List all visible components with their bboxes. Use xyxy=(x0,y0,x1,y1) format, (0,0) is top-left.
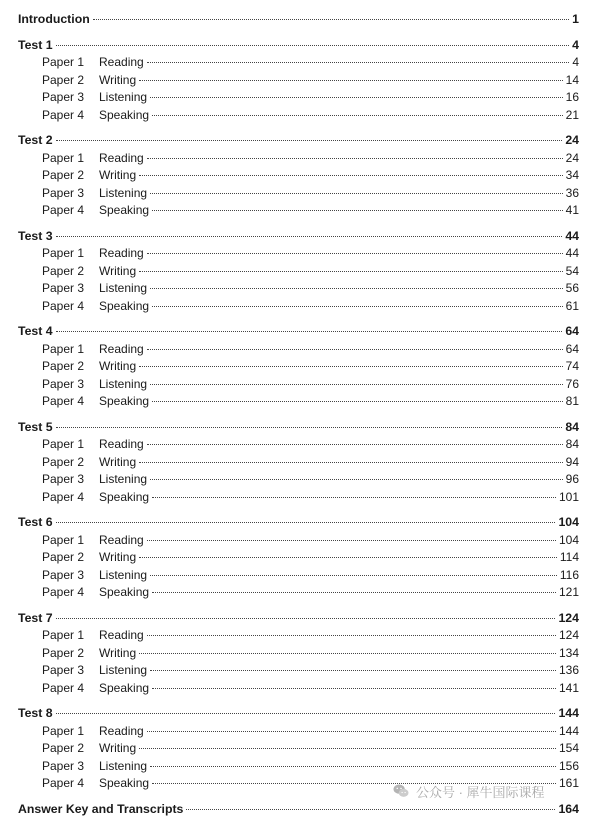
toc-page-number: 84 xyxy=(565,419,579,437)
toc-page-number: 4 xyxy=(572,54,579,72)
toc-entry-answer-key[interactable] xyxy=(18,801,579,818)
skill-label: Listening xyxy=(99,185,147,203)
paper-label: Paper 2 xyxy=(42,454,99,472)
dot-leader xyxy=(56,522,556,523)
toc-page-number: 96 xyxy=(566,471,579,489)
toc-entry-test-3-paper-4[interactable] xyxy=(18,298,579,316)
skill-label: Writing xyxy=(99,549,136,567)
toc-entry-test-8-paper-2[interactable] xyxy=(18,740,579,758)
dot-leader xyxy=(152,306,563,307)
toc-page-number: 104 xyxy=(559,532,579,550)
toc-page-number: 124 xyxy=(558,610,579,628)
toc-entry-test-3-paper-3[interactable] xyxy=(18,280,579,298)
paper-label: Paper 2 xyxy=(42,549,99,567)
skill-label: Listening xyxy=(99,567,147,585)
toc-entry-test-7[interactable] xyxy=(18,610,579,628)
paper-label: Paper 1 xyxy=(42,436,99,454)
dot-leader xyxy=(139,748,556,749)
toc-entry-test-7-paper-3[interactable] xyxy=(18,662,579,680)
toc-entry-test-1-paper-3[interactable] xyxy=(18,89,579,107)
dot-leader xyxy=(147,444,563,445)
dot-leader xyxy=(150,575,557,576)
skill-label: Speaking xyxy=(99,680,149,698)
skill-label: Writing xyxy=(99,167,136,185)
toc-page-number: 64 xyxy=(566,341,579,359)
dot-leader xyxy=(139,366,563,367)
toc-page-number: 154 xyxy=(559,740,579,758)
paper-label: Paper 4 xyxy=(42,298,99,316)
skill-label: Writing xyxy=(99,358,136,376)
dot-leader xyxy=(152,497,556,498)
toc-entry-test-5[interactable] xyxy=(18,419,579,437)
toc-page-number: 104 xyxy=(558,514,579,532)
toc-entry-test-4-paper-3[interactable] xyxy=(18,376,579,394)
toc-entry-test-4-paper-4[interactable] xyxy=(18,393,579,411)
dot-leader xyxy=(93,19,569,20)
toc-page-number: 61 xyxy=(566,298,579,316)
toc-section-test-6 xyxy=(18,514,579,602)
toc-page-number: 54 xyxy=(566,263,579,281)
dot-leader xyxy=(152,115,563,116)
toc-page-number: 114 xyxy=(560,549,579,567)
toc-entry-test-4-paper-1[interactable] xyxy=(18,341,579,359)
toc-entry-test-3-paper-1[interactable] xyxy=(18,245,579,263)
toc-section-test-7 xyxy=(18,610,579,698)
toc-page-number: 56 xyxy=(566,280,579,298)
dot-leader xyxy=(147,349,563,350)
toc-entry-title: Answer Key and Transcripts xyxy=(18,801,183,818)
dot-leader xyxy=(139,462,563,463)
toc-entry-test-5-paper-2[interactable] xyxy=(18,454,579,472)
toc-page-number: 134 xyxy=(559,645,579,663)
dot-leader xyxy=(150,479,563,480)
toc-entry-test-6-paper-2[interactable] xyxy=(18,549,579,567)
toc-entry-test-7-paper-1[interactable] xyxy=(18,627,579,645)
toc-entry-test-2[interactable] xyxy=(18,132,579,150)
dot-leader xyxy=(139,80,563,81)
toc-page-number: 4 xyxy=(572,37,579,55)
toc-tests xyxy=(18,37,579,793)
paper-label: Paper 4 xyxy=(42,775,99,793)
toc-entry-title: Test 2 xyxy=(18,132,53,150)
dot-leader xyxy=(150,193,563,194)
paper-label: Paper 2 xyxy=(42,645,99,663)
paper-label: Paper 2 xyxy=(42,358,99,376)
skill-label: Writing xyxy=(99,72,136,90)
skill-label: Reading xyxy=(99,54,144,72)
paper-label: Paper 3 xyxy=(42,185,99,203)
toc-page-number: 64 xyxy=(565,323,579,341)
paper-label: Paper 1 xyxy=(42,723,99,741)
toc-page-number: 124 xyxy=(559,627,579,645)
dot-leader xyxy=(147,731,556,732)
toc-page-number: 74 xyxy=(566,358,579,376)
paper-label: Paper 2 xyxy=(42,72,99,90)
toc-entry-test-8[interactable] xyxy=(18,705,579,723)
toc-entry-title: Test 1 xyxy=(18,37,53,55)
toc-page-number: 144 xyxy=(558,705,579,723)
skill-label: Listening xyxy=(99,280,147,298)
toc-page-number: 116 xyxy=(560,567,579,585)
skill-label: Speaking xyxy=(99,298,149,316)
paper-label: Paper 2 xyxy=(42,263,99,281)
toc-entry-test-1-paper-4[interactable] xyxy=(18,107,579,125)
toc-entry-test-6-paper-4[interactable] xyxy=(18,584,579,602)
toc-page-number: 101 xyxy=(559,489,579,507)
toc-page-number: 76 xyxy=(566,376,579,394)
skill-label: Listening xyxy=(99,758,147,776)
table-of-contents xyxy=(18,11,579,818)
paper-label: Paper 1 xyxy=(42,627,99,645)
dot-leader xyxy=(56,140,563,141)
toc-entry-title: Test 5 xyxy=(18,419,53,437)
paper-label: Paper 4 xyxy=(42,489,99,507)
skill-label: Reading xyxy=(99,627,144,645)
toc-entry-title: Test 8 xyxy=(18,705,53,723)
dot-leader xyxy=(152,592,556,593)
dot-leader xyxy=(152,401,563,402)
toc-page-number: 44 xyxy=(565,228,579,246)
toc-page-number: 44 xyxy=(566,245,579,263)
paper-label: Paper 3 xyxy=(42,376,99,394)
dot-leader xyxy=(56,236,563,237)
paper-label: Paper 3 xyxy=(42,662,99,680)
toc-page-number: 34 xyxy=(566,167,579,185)
paper-label: Paper 2 xyxy=(42,167,99,185)
skill-label: Speaking xyxy=(99,584,149,602)
toc-entry-test-3-paper-2[interactable] xyxy=(18,263,579,281)
paper-label: Paper 4 xyxy=(42,584,99,602)
skill-label: Speaking xyxy=(99,393,149,411)
toc-section-test-2 xyxy=(18,132,579,220)
skill-label: Listening xyxy=(99,376,147,394)
toc-entry-test-4[interactable] xyxy=(18,323,579,341)
skill-label: Reading xyxy=(99,436,144,454)
dot-leader xyxy=(186,809,555,810)
dot-leader xyxy=(139,271,563,272)
paper-label: Paper 3 xyxy=(42,89,99,107)
dot-leader xyxy=(150,384,563,385)
toc-entry-title: Test 6 xyxy=(18,514,53,532)
paper-label: Paper 4 xyxy=(42,393,99,411)
paper-label: Paper 3 xyxy=(42,471,99,489)
toc-page-number: 41 xyxy=(566,202,579,220)
dot-leader xyxy=(150,766,556,767)
dot-leader xyxy=(147,540,556,541)
paper-label: Paper 1 xyxy=(42,341,99,359)
dot-leader xyxy=(56,45,570,46)
toc-entry-test-1[interactable] xyxy=(18,37,579,55)
dot-leader xyxy=(139,175,563,176)
paper-label: Paper 3 xyxy=(42,758,99,776)
toc-entry-title: Test 4 xyxy=(18,323,53,341)
toc-page-number: 36 xyxy=(566,185,579,203)
watermark xyxy=(392,780,545,802)
skill-label: Listening xyxy=(99,89,147,107)
toc-entry-test-5-paper-4[interactable] xyxy=(18,489,579,507)
toc-page-number: 144 xyxy=(559,723,579,741)
skill-label: Reading xyxy=(99,341,144,359)
paper-label: Paper 1 xyxy=(42,54,99,72)
toc-page-number: 24 xyxy=(565,132,579,150)
paper-label: Paper 1 xyxy=(42,532,99,550)
dot-leader xyxy=(56,331,563,332)
wechat-icon xyxy=(392,782,410,800)
toc-entry-test-5-paper-1[interactable] xyxy=(18,436,579,454)
toc-page-number: 136 xyxy=(559,662,579,680)
skill-label: Writing xyxy=(99,454,136,472)
toc-entry-test-7-paper-2[interactable] xyxy=(18,645,579,663)
dot-leader xyxy=(147,62,570,63)
toc-entry-test-6[interactable] xyxy=(18,514,579,532)
toc-entry-test-2-paper-3[interactable] xyxy=(18,185,579,203)
skill-label: Speaking xyxy=(99,202,149,220)
toc-entry-test-2-paper-4[interactable] xyxy=(18,202,579,220)
toc-section-test-5 xyxy=(18,419,579,507)
dot-leader xyxy=(147,253,563,254)
toc-page-number: 84 xyxy=(566,436,579,454)
skill-label: Writing xyxy=(99,740,136,758)
toc-section-test-3 xyxy=(18,228,579,316)
paper-label: Paper 1 xyxy=(42,150,99,168)
toc-page-number: 1 xyxy=(572,11,579,29)
paper-label: Paper 2 xyxy=(42,740,99,758)
toc-section-test-1 xyxy=(18,37,579,125)
skill-label: Reading xyxy=(99,245,144,263)
toc-entry-test-8-paper-1[interactable] xyxy=(18,723,579,741)
toc-entry-title: Introduction xyxy=(18,11,90,29)
dot-leader xyxy=(147,158,563,159)
toc-page-number: 24 xyxy=(566,150,579,168)
toc-entry-title: Test 7 xyxy=(18,610,53,628)
skill-label: Writing xyxy=(99,263,136,281)
dot-leader xyxy=(56,427,563,428)
toc-page-number: 141 xyxy=(559,680,579,698)
dot-leader xyxy=(150,670,556,671)
skill-label: Reading xyxy=(99,723,144,741)
dot-leader xyxy=(56,713,556,714)
toc-entry-test-1-paper-1[interactable] xyxy=(18,54,579,72)
skill-label: Speaking xyxy=(99,775,149,793)
toc-entry-test-6-paper-3[interactable] xyxy=(18,567,579,585)
paper-label: Paper 4 xyxy=(42,680,99,698)
watermark-text: 公众号 · 犀牛国际课程 xyxy=(416,782,545,801)
toc-page-number: 81 xyxy=(566,393,579,411)
toc-entry-test-2-paper-2[interactable] xyxy=(18,167,579,185)
toc-entry-test-1-paper-2[interactable] xyxy=(18,72,579,90)
toc-entry-test-7-paper-4[interactable] xyxy=(18,680,579,698)
toc-page-number: 121 xyxy=(559,584,579,602)
dot-leader xyxy=(150,288,563,289)
toc-page-number: 164 xyxy=(558,801,579,818)
paper-label: Paper 4 xyxy=(42,107,99,125)
toc-page-number: 21 xyxy=(566,107,579,125)
toc-entry-test-2-paper-1[interactable] xyxy=(18,150,579,168)
toc-entry-introduction[interactable] xyxy=(18,11,579,29)
paper-label: Paper 3 xyxy=(42,280,99,298)
toc-page-number: 14 xyxy=(566,72,579,90)
toc-entry-test-5-paper-3[interactable] xyxy=(18,471,579,489)
dot-leader xyxy=(152,210,563,211)
toc-page-number: 94 xyxy=(566,454,579,472)
toc-page-number: 156 xyxy=(559,758,579,776)
skill-label: Reading xyxy=(99,150,144,168)
toc-page-number: 161 xyxy=(559,775,579,793)
toc-entry-test-4-paper-2[interactable] xyxy=(18,358,579,376)
dot-leader xyxy=(56,618,556,619)
skill-label: Writing xyxy=(99,645,136,663)
paper-label: Paper 4 xyxy=(42,202,99,220)
dot-leader xyxy=(152,688,556,689)
dot-leader xyxy=(139,557,557,558)
skill-label: Listening xyxy=(99,471,147,489)
skill-label: Listening xyxy=(99,662,147,680)
dot-leader xyxy=(139,653,556,654)
dot-leader xyxy=(150,97,563,98)
toc-entry-test-3[interactable] xyxy=(18,228,579,246)
toc-entry-title: Test 3 xyxy=(18,228,53,246)
dot-leader xyxy=(147,635,556,636)
skill-label: Speaking xyxy=(99,489,149,507)
paper-label: Paper 3 xyxy=(42,567,99,585)
toc-entry-test-6-paper-1[interactable] xyxy=(18,532,579,550)
paper-label: Paper 1 xyxy=(42,245,99,263)
toc-section-test-4 xyxy=(18,323,579,411)
toc-page-number: 16 xyxy=(566,89,579,107)
skill-label: Speaking xyxy=(99,107,149,125)
skill-label: Reading xyxy=(99,532,144,550)
toc-entry-test-8-paper-3[interactable] xyxy=(18,758,579,776)
